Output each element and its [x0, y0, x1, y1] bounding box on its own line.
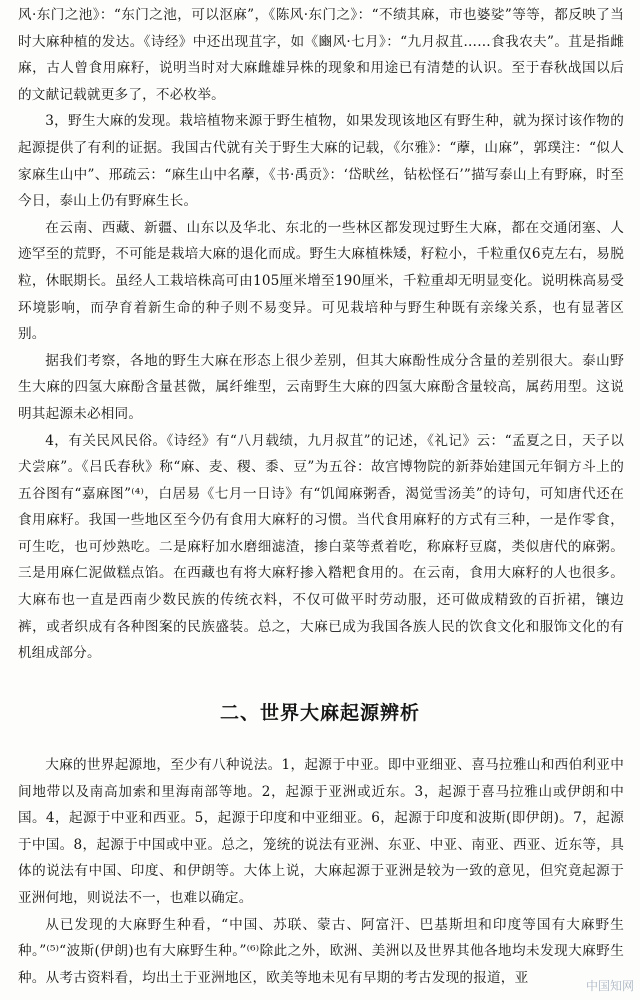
section-heading: 二、世界大麻起源辨析 [219, 702, 420, 724]
paragraph-6: 大麻的世界起源地，至少有八种说法。1，起源于中亚。即中亚细亚、喜马拉雅山和西伯利亚中间地带以及南高加索和里海南部等地。2，起源于亚洲或近东。3，起源于喜马拉雅山或伊朗和中国。4，起源于中亚和西亚。5，起源于印度和中亚细亚。6，起源于印度和波斯(即伊朗)。7，起源于中国。8，起源于中国或中亚。总之，笼统的说法有亚洲、东亚、中亚、南亚、西亚、近东等，具体的说法有中国、印度、和伊朗等。大体上说，大麻起源于亚洲是较为一致的意见，但究竟起源于亚洲何地，则说法不一，也难以确定。 [18, 757, 624, 906]
paragraph-4: 据我们考察，各地的野生大麻在形态上很少差别，但其大麻酚性成分含量的差别很大。泰山野生大麻的四氢大麻酚含量甚微，属纤维型，云南野生大麻的四氢大麻酚含量较高，属药用型。这说明其起源未必相同。 [18, 352, 624, 422]
paragraph-1: 风·东门之池》：“东门之池，可以沤麻”，《陈风·东门之》：“不绩其麻，市也婆娑”等等，都反映了当时大麻种植的发达。《诗经》中还出现苴字，如《豳风·七月》：“九月叔苴……食我农夫”。苴是指雌麻，古人曾食用麻籽，说明当时对大麻雌雄异株的现象和用途已有清楚的认识。至于春秋战国以后的文献记载就更多了，不必枚举。 [18, 7, 624, 103]
paragraph-7: 从已发现的大麻野生种看，“中国、苏联、蒙古、阿富汗、巴基斯坦和印度等国有大麻野生种。”⁽⁵⁾“波斯(伊朗)也有大麻野生种。”⁽⁶⁾除此之外，欧洲、美洲以及世界其他各地均未发现大麻野生种。从考古资料看，均出土于亚洲地区，欧美等地未见有早期的考古发现的报道，亚 [18, 916, 624, 986]
paragraph-5: 4，有关民风民俗。《诗经》有“八月载绩，九月叔苴”的记述，《礼记》云：“孟夏之日，天子以犬尝麻”。《吕氏春秋》称“麻、麦、稷、黍、豆”为五谷：故宫博物院的新莽始建国元年铜方斗上的五谷图有“嘉麻图”⁽⁴⁾，白居易《七月一日诗》有“饥闻麻粥香，渴觉雪汤美”的诗句，可知唐代还在食用麻籽。我国一些地区至今仍有食用大麻籽的习惯。当代食用麻籽的方式有三种，一是作零食，可生吃，也可炒熟吃。二是麻籽加水磨细滤渣，掺白菜等煮着吃，称麻籽豆腐，类似唐代的麻粥。三是用麻仁泥做糕点馅。在西藏也有将大麻籽掺入糌粑食用的。在云南，食用大麻籽的人也很多。大麻布也一直是西南少数民族的传统衣料，不仅可做平时劳动服，还可做成精致的百折裙，镶边裤，或者织成有各种图案的民族盛装。总之，大麻已成为我国各族人民的饮食文化和服饰文化的有机组成部分。 [18, 432, 624, 662]
watermark: 中国知网 [585, 979, 634, 993]
paragraph-2: 3，野生大麻的发现。栽培植物来源于野生植物，如果发现该地区有野生种，就为探讨该作物的起源提供了有利的证据。我国古代就有关于野生大麻的记载，《尔雅》：“藦，山麻”，郭璞注：“似人家麻生山中”、邢疏云：“麻生山中名藦，《书·禹贡》：‘岱畎丝，钻松怪石’”描写泰山上有野麻，时至今日，泰山上仍有野麻生长。 [18, 113, 624, 210]
bottom-text-block [18, 752, 624, 991]
top-text-block [18, 2, 624, 667]
paragraph-3: 在云南、西藏、新疆、山东以及华北、东北的一些林区都发现过野生大麻，都在交通闭塞、人迹罕至的荒野，不可能是栽培大麻的退化而成。野生大麻植株矮，籽粒小，千粒重仅6克左右，易脱粒，休眠期长。虽经人工栽培株高可由105厘米增至190厘米，千粒重却无明显变化。说明株高易受环境影响，而孕育着新生命的种子则不易变异。可见栽培种与野生种既有亲缘关系，也有显著区别。 [18, 219, 624, 343]
